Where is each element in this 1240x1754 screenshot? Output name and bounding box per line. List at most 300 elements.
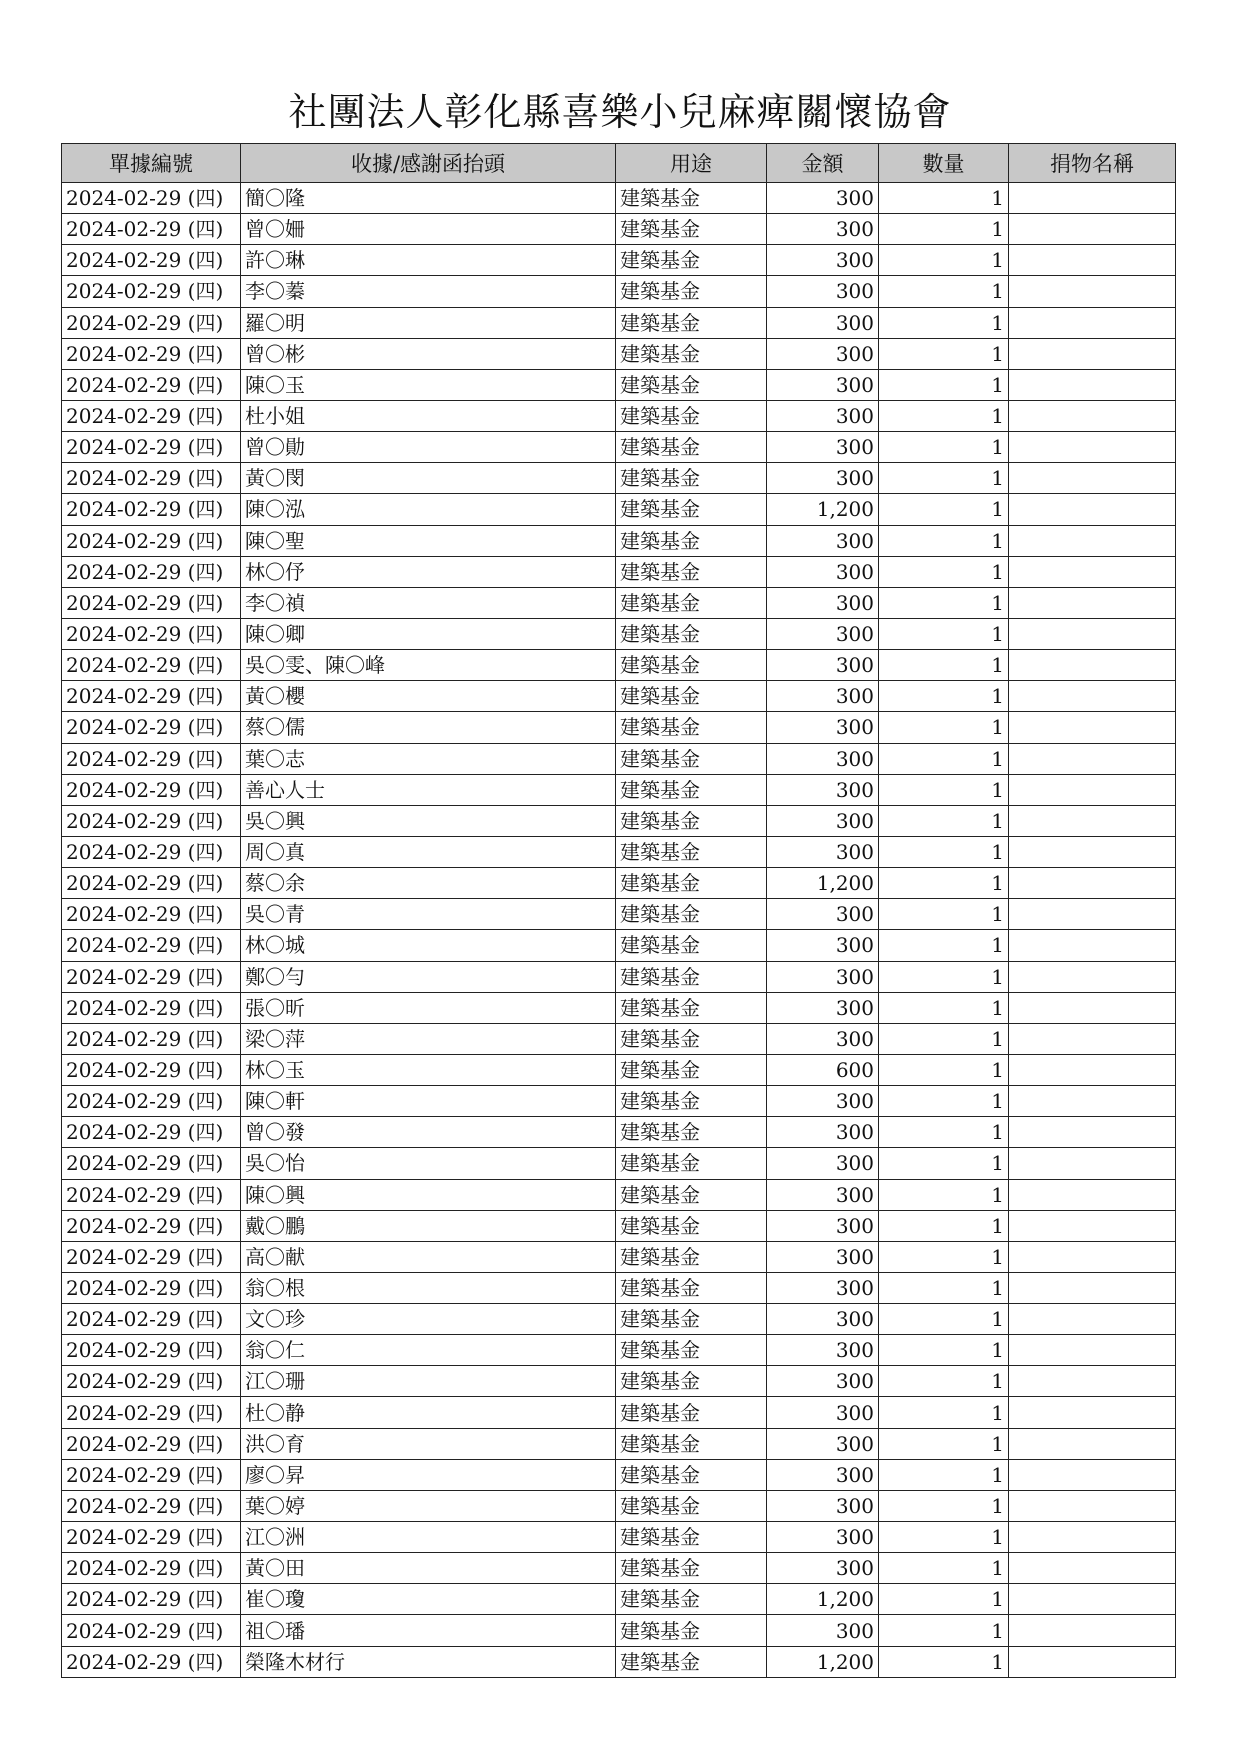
cell-item-name [1009,338,1176,369]
cell-purpose: 建築基金 [616,868,767,899]
cell-receipt-no: 2024-02-29 (四) [62,1210,241,1241]
table-row [62,1148,1176,1179]
cell-quantity: 1 [879,307,1009,338]
cell-purpose: 建築基金 [616,432,767,463]
cell-quantity: 1 [879,214,1009,245]
cell-purpose: 建築基金 [616,1272,767,1303]
table-row [62,681,1176,712]
cell-receipt-no: 2024-02-29 (四) [62,276,241,307]
cell-quantity: 1 [879,183,1009,214]
table-row [62,712,1176,743]
cell-purpose: 建築基金 [616,1584,767,1615]
column-header-purpose: 用途 [616,144,767,183]
cell-receipt-no: 2024-02-29 (四) [62,805,241,836]
cell-quantity: 1 [879,1086,1009,1117]
cell-amount: 300 [767,1179,879,1210]
cell-purpose: 建築基金 [616,1117,767,1148]
cell-receipt-title: 李〇蓁 [241,276,616,307]
cell-quantity: 1 [879,1459,1009,1490]
cell-receipt-no: 2024-02-29 (四) [62,525,241,556]
table-row [62,432,1176,463]
table-row [62,1553,1176,1584]
cell-quantity: 1 [879,1490,1009,1521]
cell-receipt-no: 2024-02-29 (四) [62,463,241,494]
cell-quantity: 1 [879,525,1009,556]
cell-item-name [1009,463,1176,494]
table-row [62,805,1176,836]
cell-purpose: 建築基金 [616,681,767,712]
cell-receipt-no: 2024-02-29 (四) [62,1148,241,1179]
cell-receipt-title: 陳〇興 [241,1179,616,1210]
cell-receipt-no: 2024-02-29 (四) [62,836,241,867]
cell-amount: 300 [767,712,879,743]
cell-quantity: 1 [879,1428,1009,1459]
cell-receipt-title: 陳〇軒 [241,1086,616,1117]
column-header-item-name: 捐物名稱 [1009,144,1176,183]
table-row [62,494,1176,525]
cell-item-name [1009,276,1176,307]
table-body [62,183,1176,1678]
cell-amount: 300 [767,1023,879,1054]
cell-receipt-no: 2024-02-29 (四) [62,774,241,805]
cell-quantity: 1 [879,650,1009,681]
cell-receipt-no: 2024-02-29 (四) [62,556,241,587]
cell-quantity: 1 [879,1210,1009,1241]
cell-receipt-no: 2024-02-29 (四) [62,183,241,214]
table-row [62,525,1176,556]
cell-purpose: 建築基金 [616,276,767,307]
cell-receipt-title: 洪〇育 [241,1428,616,1459]
column-header-receipt-no: 單據編號 [62,144,241,183]
cell-purpose: 建築基金 [616,245,767,276]
cell-amount: 300 [767,463,879,494]
cell-amount: 300 [767,1272,879,1303]
cell-purpose: 建築基金 [616,774,767,805]
cell-amount: 600 [767,1054,879,1085]
cell-item-name [1009,1646,1176,1677]
cell-item-name [1009,400,1176,431]
cell-item-name [1009,774,1176,805]
cell-quantity: 1 [879,1148,1009,1179]
cell-purpose: 建築基金 [616,556,767,587]
donation-table [61,143,1176,1678]
cell-quantity: 1 [879,587,1009,618]
cell-item-name [1009,1553,1176,1584]
cell-amount: 300 [767,743,879,774]
cell-purpose: 建築基金 [616,712,767,743]
cell-amount: 300 [767,245,879,276]
cell-quantity: 1 [879,1335,1009,1366]
table-row [62,183,1176,214]
table-row [62,1086,1176,1117]
cell-receipt-no: 2024-02-29 (四) [62,681,241,712]
cell-item-name [1009,1272,1176,1303]
cell-amount: 300 [767,338,879,369]
cell-receipt-title: 黃〇閔 [241,463,616,494]
cell-quantity: 1 [879,836,1009,867]
cell-quantity: 1 [879,1397,1009,1428]
table-row [62,307,1176,338]
cell-receipt-title: 蔡〇儒 [241,712,616,743]
cell-item-name [1009,899,1176,930]
cell-item-name [1009,1210,1176,1241]
cell-receipt-title: 杜〇静 [241,1397,616,1428]
cell-purpose: 建築基金 [616,1304,767,1335]
table-row [62,650,1176,681]
cell-item-name [1009,183,1176,214]
cell-receipt-no: 2024-02-29 (四) [62,1272,241,1303]
cell-item-name [1009,494,1176,525]
cell-amount: 300 [767,183,879,214]
cell-receipt-no: 2024-02-29 (四) [62,1117,241,1148]
cell-item-name [1009,587,1176,618]
cell-amount: 300 [767,774,879,805]
cell-receipt-no: 2024-02-29 (四) [62,1335,241,1366]
cell-purpose: 建築基金 [616,183,767,214]
cell-item-name [1009,743,1176,774]
cell-item-name [1009,214,1176,245]
cell-receipt-title: 文〇珍 [241,1304,616,1335]
cell-receipt-title: 林〇城 [241,930,616,961]
cell-item-name [1009,525,1176,556]
cell-quantity: 1 [879,1553,1009,1584]
cell-amount: 300 [767,650,879,681]
cell-item-name [1009,712,1176,743]
cell-receipt-title: 陳〇玉 [241,369,616,400]
cell-amount: 300 [767,1397,879,1428]
cell-purpose: 建築基金 [616,1553,767,1584]
cell-receipt-title: 葉〇婷 [241,1490,616,1521]
cell-receipt-no: 2024-02-29 (四) [62,1304,241,1335]
table-row [62,214,1176,245]
cell-amount: 300 [767,618,879,649]
cell-quantity: 1 [879,712,1009,743]
cell-receipt-title: 曾〇發 [241,1117,616,1148]
cell-receipt-no: 2024-02-29 (四) [62,432,241,463]
cell-receipt-title: 曾〇姍 [241,214,616,245]
table-header-row [62,144,1176,183]
cell-receipt-title: 吳〇怡 [241,1148,616,1179]
cell-receipt-title: 翁〇仁 [241,1335,616,1366]
cell-amount: 300 [767,1615,879,1646]
cell-purpose: 建築基金 [616,1522,767,1553]
table-row [62,463,1176,494]
cell-quantity: 1 [879,1646,1009,1677]
cell-receipt-no: 2024-02-29 (四) [62,1522,241,1553]
cell-receipt-no: 2024-02-29 (四) [62,1023,241,1054]
cell-purpose: 建築基金 [616,1397,767,1428]
cell-purpose: 建築基金 [616,1428,767,1459]
cell-quantity: 1 [879,1522,1009,1553]
cell-purpose: 建築基金 [616,1646,767,1677]
cell-item-name [1009,1584,1176,1615]
cell-amount: 300 [767,1117,879,1148]
cell-receipt-title: 周〇真 [241,836,616,867]
cell-receipt-title: 鄭〇勻 [241,961,616,992]
cell-receipt-no: 2024-02-29 (四) [62,961,241,992]
cell-amount: 300 [767,681,879,712]
cell-quantity: 1 [879,494,1009,525]
cell-receipt-title: 陳〇聖 [241,525,616,556]
cell-purpose: 建築基金 [616,369,767,400]
cell-amount: 300 [767,1148,879,1179]
cell-quantity: 1 [879,899,1009,930]
cell-receipt-no: 2024-02-29 (四) [62,650,241,681]
cell-quantity: 1 [879,463,1009,494]
cell-receipt-title: 蔡〇余 [241,868,616,899]
cell-purpose: 建築基金 [616,463,767,494]
cell-receipt-title: 祖〇璠 [241,1615,616,1646]
cell-quantity: 1 [879,432,1009,463]
cell-receipt-title: 吳〇雯、陳〇峰 [241,650,616,681]
cell-purpose: 建築基金 [616,400,767,431]
cell-receipt-no: 2024-02-29 (四) [62,494,241,525]
cell-purpose: 建築基金 [616,618,767,649]
cell-item-name [1009,961,1176,992]
cell-receipt-no: 2024-02-29 (四) [62,1366,241,1397]
cell-amount: 300 [767,1522,879,1553]
table-row [62,1366,1176,1397]
cell-quantity: 1 [879,805,1009,836]
column-header-quantity: 數量 [879,144,1009,183]
cell-receipt-title: 崔〇瓊 [241,1584,616,1615]
cell-receipt-no: 2024-02-29 (四) [62,868,241,899]
cell-purpose: 建築基金 [616,1086,767,1117]
table-row [62,587,1176,618]
cell-item-name [1009,1241,1176,1272]
table-row [62,961,1176,992]
cell-receipt-no: 2024-02-29 (四) [62,245,241,276]
table-row [62,1179,1176,1210]
cell-quantity: 1 [879,1615,1009,1646]
cell-quantity: 1 [879,1241,1009,1272]
table-row [62,930,1176,961]
cell-quantity: 1 [879,961,1009,992]
cell-receipt-title: 廖〇昇 [241,1459,616,1490]
cell-purpose: 建築基金 [616,805,767,836]
cell-receipt-title: 黃〇田 [241,1553,616,1584]
cell-purpose: 建築基金 [616,1241,767,1272]
cell-item-name [1009,868,1176,899]
table-row [62,836,1176,867]
cell-item-name [1009,1366,1176,1397]
cell-receipt-title: 簡〇隆 [241,183,616,214]
cell-purpose: 建築基金 [616,930,767,961]
cell-amount: 300 [767,587,879,618]
cell-item-name [1009,307,1176,338]
cell-purpose: 建築基金 [616,992,767,1023]
cell-receipt-title: 林〇伃 [241,556,616,587]
cell-purpose: 建築基金 [616,525,767,556]
cell-quantity: 1 [879,556,1009,587]
table-row [62,1646,1176,1677]
cell-receipt-title: 梁〇萍 [241,1023,616,1054]
cell-purpose: 建築基金 [616,1459,767,1490]
table-row [62,774,1176,805]
column-header-receipt-title: 收據/感謝函抬頭 [241,144,616,183]
table-row [62,245,1176,276]
cell-item-name [1009,930,1176,961]
cell-receipt-no: 2024-02-29 (四) [62,1646,241,1677]
cell-receipt-no: 2024-02-29 (四) [62,1459,241,1490]
cell-quantity: 1 [879,1272,1009,1303]
cell-amount: 300 [767,1490,879,1521]
cell-amount: 300 [767,556,879,587]
cell-item-name [1009,992,1176,1023]
cell-item-name [1009,681,1176,712]
cell-amount: 300 [767,307,879,338]
cell-amount: 300 [767,961,879,992]
cell-receipt-no: 2024-02-29 (四) [62,1241,241,1272]
cell-item-name [1009,1086,1176,1117]
cell-quantity: 1 [879,930,1009,961]
cell-amount: 300 [767,805,879,836]
cell-receipt-no: 2024-02-29 (四) [62,930,241,961]
cell-receipt-no: 2024-02-29 (四) [62,1086,241,1117]
cell-purpose: 建築基金 [616,1335,767,1366]
cell-amount: 300 [767,400,879,431]
cell-quantity: 1 [879,618,1009,649]
cell-receipt-no: 2024-02-29 (四) [62,899,241,930]
page-title: 社團法人彰化縣喜樂小兒麻痺關懷協會 [288,90,952,134]
table-row [62,1054,1176,1085]
cell-amount: 300 [767,525,879,556]
cell-quantity: 1 [879,868,1009,899]
cell-receipt-no: 2024-02-29 (四) [62,743,241,774]
cell-purpose: 建築基金 [616,1023,767,1054]
cell-receipt-title: 陳〇卿 [241,618,616,649]
cell-receipt-title: 羅〇明 [241,307,616,338]
column-header-amount: 金額 [767,144,879,183]
cell-amount: 300 [767,276,879,307]
cell-receipt-title: 吳〇興 [241,805,616,836]
cell-purpose: 建築基金 [616,1179,767,1210]
cell-quantity: 1 [879,1054,1009,1085]
cell-purpose: 建築基金 [616,338,767,369]
cell-quantity: 1 [879,1584,1009,1615]
cell-receipt-title: 曾〇勛 [241,432,616,463]
cell-item-name [1009,1148,1176,1179]
cell-amount: 300 [767,369,879,400]
cell-quantity: 1 [879,1023,1009,1054]
cell-receipt-title: 黃〇櫻 [241,681,616,712]
cell-purpose: 建築基金 [616,1490,767,1521]
table-row [62,369,1176,400]
cell-quantity: 1 [879,276,1009,307]
cell-receipt-title: 江〇洲 [241,1522,616,1553]
cell-receipt-no: 2024-02-29 (四) [62,587,241,618]
cell-item-name [1009,1459,1176,1490]
cell-amount: 300 [767,1428,879,1459]
cell-receipt-title: 戴〇鵬 [241,1210,616,1241]
table-row [62,743,1176,774]
cell-receipt-no: 2024-02-29 (四) [62,618,241,649]
cell-amount: 1,200 [767,868,879,899]
cell-item-name [1009,1054,1176,1085]
cell-purpose: 建築基金 [616,1615,767,1646]
cell-amount: 300 [767,1086,879,1117]
cell-purpose: 建築基金 [616,587,767,618]
cell-receipt-no: 2024-02-29 (四) [62,712,241,743]
cell-item-name [1009,805,1176,836]
table-row [62,1335,1176,1366]
cell-purpose: 建築基金 [616,1366,767,1397]
table-row [62,1397,1176,1428]
table-row [62,556,1176,587]
table-row [62,1272,1176,1303]
cell-receipt-title: 葉〇志 [241,743,616,774]
cell-amount: 1,200 [767,494,879,525]
cell-receipt-title: 高〇献 [241,1241,616,1272]
cell-item-name [1009,1615,1176,1646]
cell-receipt-no: 2024-02-29 (四) [62,369,241,400]
cell-purpose: 建築基金 [616,307,767,338]
cell-quantity: 1 [879,1117,1009,1148]
cell-item-name [1009,1522,1176,1553]
cell-purpose: 建築基金 [616,1054,767,1085]
cell-receipt-no: 2024-02-29 (四) [62,400,241,431]
cell-amount: 300 [767,930,879,961]
cell-quantity: 1 [879,369,1009,400]
cell-item-name [1009,1117,1176,1148]
cell-receipt-title: 杜小姐 [241,400,616,431]
table-row [62,1210,1176,1241]
cell-amount: 300 [767,1335,879,1366]
cell-amount: 300 [767,432,879,463]
cell-item-name [1009,836,1176,867]
table-row [62,618,1176,649]
cell-quantity: 1 [879,1304,1009,1335]
cell-purpose: 建築基金 [616,1148,767,1179]
cell-purpose: 建築基金 [616,743,767,774]
cell-purpose: 建築基金 [616,899,767,930]
cell-amount: 300 [767,1210,879,1241]
table-row [62,1459,1176,1490]
cell-amount: 300 [767,1459,879,1490]
cell-receipt-title: 善心人士 [241,774,616,805]
cell-receipt-no: 2024-02-29 (四) [62,1397,241,1428]
cell-receipt-title: 李〇禎 [241,587,616,618]
cell-item-name [1009,1023,1176,1054]
cell-receipt-no: 2024-02-29 (四) [62,1615,241,1646]
cell-item-name [1009,1397,1176,1428]
table-row [62,1241,1176,1272]
cell-purpose: 建築基金 [616,1210,767,1241]
cell-receipt-title: 吳〇青 [241,899,616,930]
cell-purpose: 建築基金 [616,961,767,992]
cell-receipt-no: 2024-02-29 (四) [62,214,241,245]
table-row [62,899,1176,930]
cell-quantity: 1 [879,681,1009,712]
cell-receipt-title: 江〇珊 [241,1366,616,1397]
cell-item-name [1009,1428,1176,1459]
cell-amount: 300 [767,1241,879,1272]
table-row [62,868,1176,899]
cell-amount: 300 [767,1304,879,1335]
table-row [62,1304,1176,1335]
cell-item-name [1009,650,1176,681]
table-row [62,1490,1176,1521]
table-row [62,1428,1176,1459]
cell-amount: 300 [767,836,879,867]
table-row [62,1584,1176,1615]
cell-quantity: 1 [879,1179,1009,1210]
cell-receipt-title: 林〇玉 [241,1054,616,1085]
cell-purpose: 建築基金 [616,836,767,867]
cell-purpose: 建築基金 [616,494,767,525]
cell-amount: 300 [767,1553,879,1584]
table-row [62,338,1176,369]
